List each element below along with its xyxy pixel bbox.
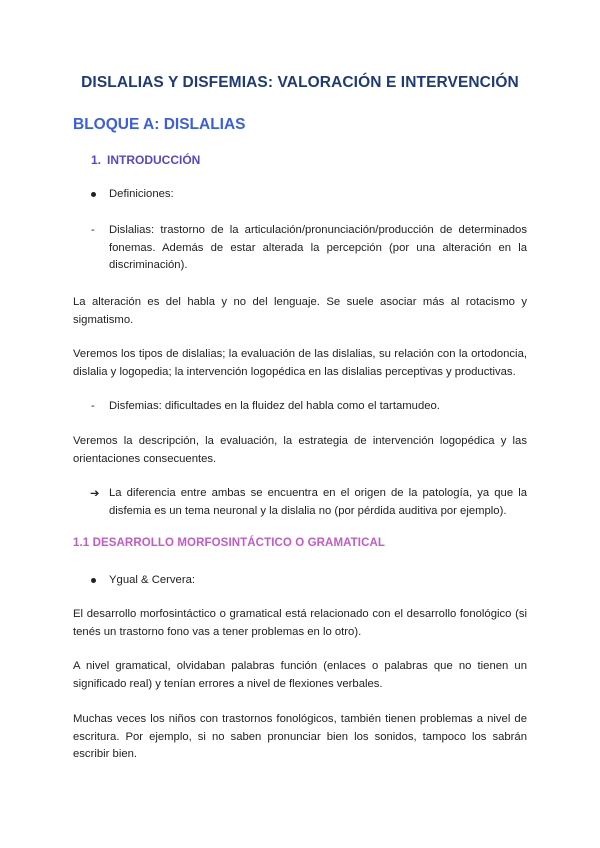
definitions-bullet-item	[91, 186, 527, 204]
definitions-bullet-text: Definiciones:	[109, 188, 174, 200]
bullet-dot-icon	[91, 192, 96, 197]
authors-bullet-item	[91, 572, 527, 590]
dash-marker: -	[91, 224, 95, 236]
arrow-right-icon: ➔	[90, 487, 100, 500]
paragraph-veremos-dislalias: Veremos los tipos de dislalias; la evaluación de las dislalias, su relación con la ortodoncia, dislalia y logopedia; la intervención logopédica en las dislalias perceptivas y productivas.	[73, 348, 527, 378]
arrow-note-text: La diferencia entre ambas se encuentra en el origen de la patología, ya que la disfemia es un tema neuronal y la dislalia no (por pérdida auditiva por ejemplo).	[109, 487, 527, 517]
paragraph-escritura: Muchas veces los niños con trastornos fonológicos, también tienen problemas a nivel de escritura. Por ejemplo, si no saben pronunciar bien los sonidos, tampoco los sabrán escribir bien.	[73, 713, 527, 760]
disfemias-definition-item	[91, 398, 527, 416]
disfemias-definition-text: Disfemias: dificultades en la fluidez del habla como el tartamudeo.	[109, 400, 440, 412]
paragraph-nivel-gramatical: A nivel gramatical, olvidaban palabras función (enlaces o palabras que no tienen un significado real) y tenían errores a nivel de flexiones verbales.	[73, 660, 527, 690]
document-title: DISLALIAS Y DISFEMIAS: VALORACIÓN E INTERVENCIÓN	[81, 74, 519, 91]
dash-marker: -	[91, 400, 95, 412]
dislalias-definition-item	[91, 222, 527, 276]
paragraph-morfosintactico: El desarrollo morfosintáctico o gramatical está relacionado con el desarrollo fonológico (si tenés un trastorno fono vas a tener problemas en lo otro).	[73, 608, 527, 638]
section-number: 1.	[91, 153, 102, 167]
section-label: INTRODUCCIÓN	[107, 153, 201, 167]
block-heading: BLOQUE A: DISLALIAS	[73, 116, 246, 133]
subsection-heading: 1.1 DESARROLLO MORFOSINTÁCTICO O GRAMATICAL	[73, 537, 386, 549]
dislalias-definition-text: Dislalias: trastorno de la articulación/pronunciación/producción de determinados fonemas. Además de estar alterada la percepción (por una alteración en la discriminación).	[109, 224, 527, 271]
arrow-note-item	[91, 485, 527, 521]
paragraph-habla: La alteración es del habla y no del lenguaje. Se suele asociar más al rotacismo y sigmatismo.	[73, 296, 527, 326]
bullet-dot-icon	[91, 578, 96, 583]
section-heading	[91, 153, 200, 167]
paragraph-veremos-disfemias: Veremos la descripción, la evaluación, la estrategia de intervención logopédica y las orientaciones consecuentes.	[73, 435, 527, 465]
authors-bullet-text: Ygual & Cervera:	[109, 574, 196, 586]
